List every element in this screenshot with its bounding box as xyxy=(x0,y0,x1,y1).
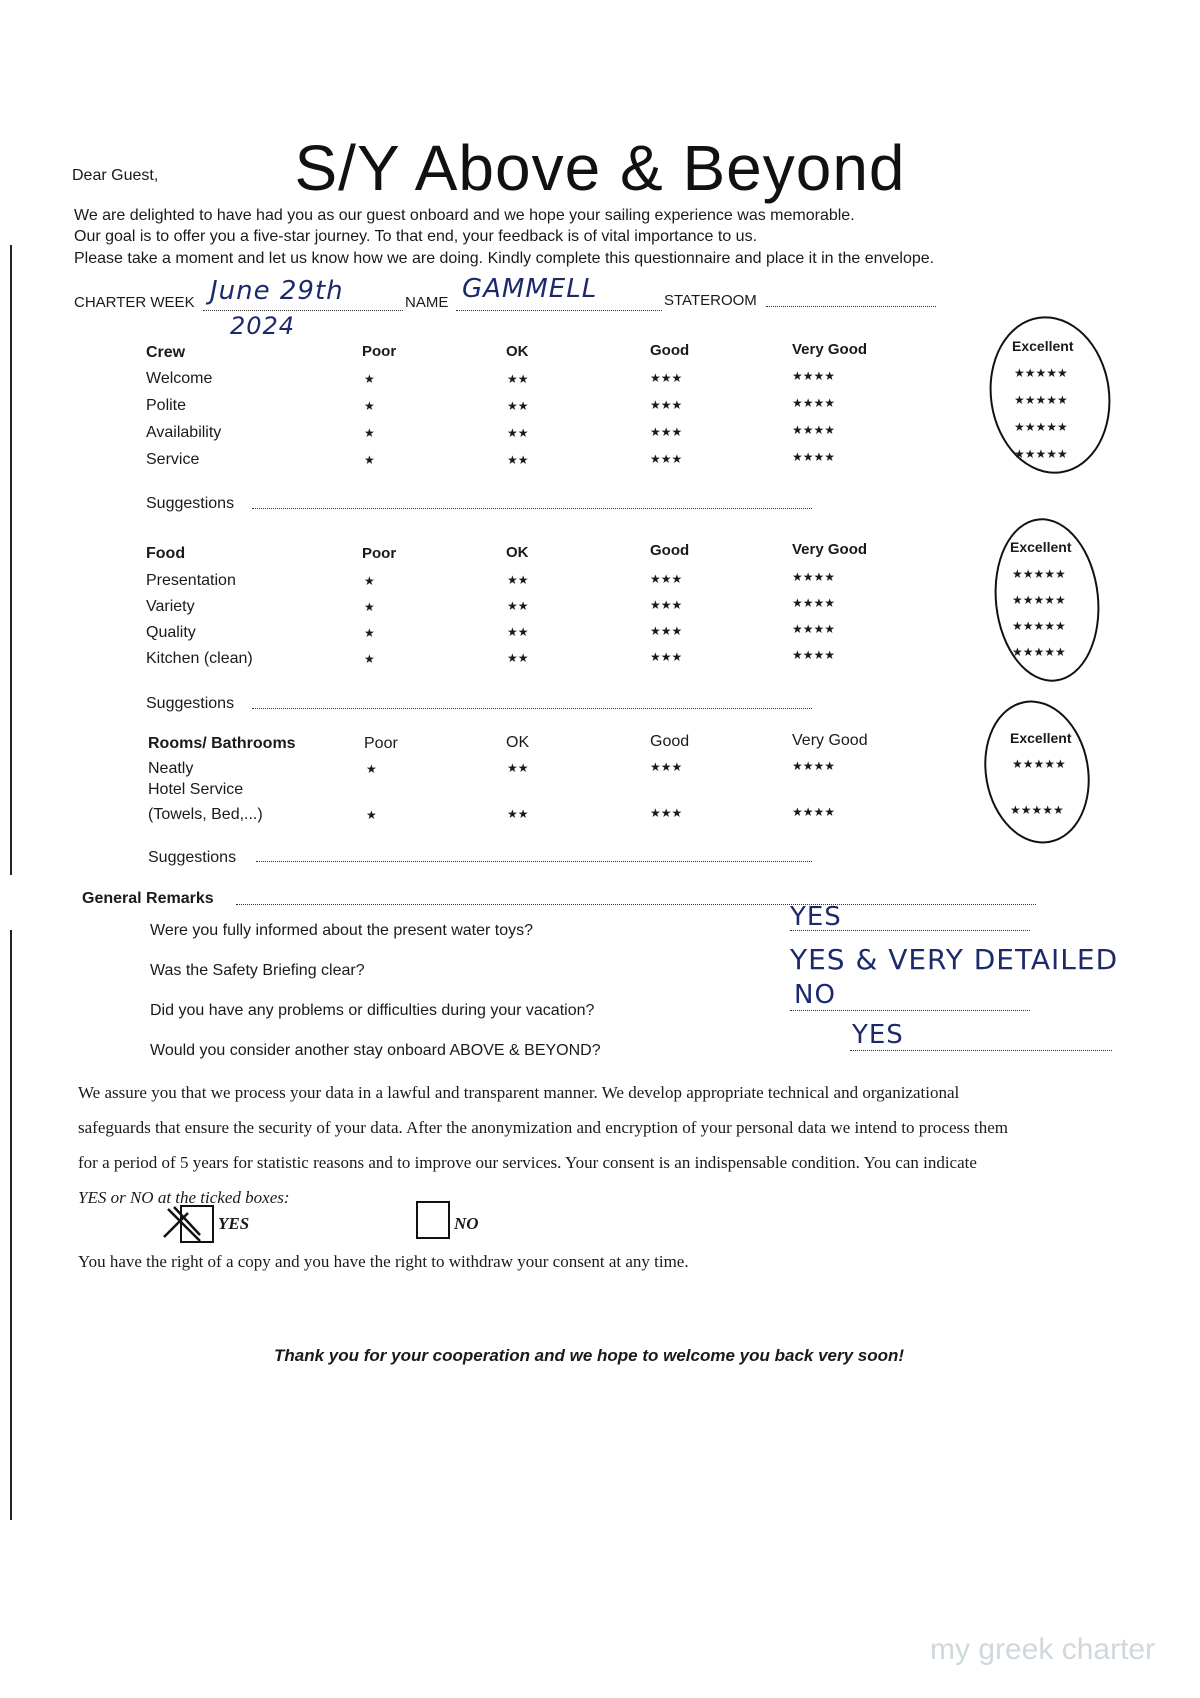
consent-no-label: NO xyxy=(454,1214,479,1233)
crew-service-poor-stars[interactable]: ★ xyxy=(364,453,375,467)
crew-item-availability: Availability xyxy=(146,424,222,441)
food-presentation-poor-stars[interactable]: ★ xyxy=(364,574,375,588)
charter-week-value[interactable]: June 29th xyxy=(210,276,344,306)
crew-polite-ok-stars[interactable]: ★★ xyxy=(507,399,529,413)
crew-availability-ok-stars[interactable]: ★★ xyxy=(507,426,529,440)
rooms-col-poor: Poor xyxy=(364,735,398,752)
remark-answer-safety[interactable]: YES & VERY DETAILED xyxy=(790,943,1119,976)
rooms-suggestions-line[interactable] xyxy=(256,861,812,862)
food-suggestions-line[interactable] xyxy=(252,708,812,709)
consent-line-3: for a period of 5 years for statistic reasons and to improve our services. Your consent is an indispensable condition. You can indicate xyxy=(78,1153,977,1172)
food-quality-ok-stars[interactable]: ★★ xyxy=(507,625,529,639)
handwritten-check-mark-icon xyxy=(160,1199,220,1249)
rooms-neatly-good-stars[interactable]: ★★★ xyxy=(650,760,683,774)
food-kitchen-very-good-stars[interactable]: ★★★★ xyxy=(792,648,836,662)
charter-week-label: CHARTER WEEK xyxy=(74,294,195,311)
food-kitchen-poor-stars[interactable]: ★ xyxy=(364,652,375,666)
crew-welcome-excellent-stars[interactable]: ★★★★★ xyxy=(1014,366,1068,380)
crew-service-ok-stars[interactable]: ★★ xyxy=(507,453,529,467)
rooms-neatly-very-good-stars[interactable]: ★★★★ xyxy=(792,759,836,773)
food-kitchen-ok-stars[interactable]: ★★ xyxy=(507,651,529,665)
food-presentation-very-good-stars[interactable]: ★★★★ xyxy=(792,570,836,584)
rooms-col-ok: OK xyxy=(506,734,530,751)
page-title: S/Y Above & Beyond xyxy=(294,131,906,204)
crew-col-excellent: Excellent xyxy=(1012,338,1074,354)
food-variety-poor-stars[interactable]: ★ xyxy=(364,600,375,614)
remark-question-another-stay: Would you consider another stay onboard ABOVE & BEYOND? xyxy=(150,1042,601,1059)
rooms-col-good: Good xyxy=(650,733,690,750)
remark-answer-line-3 xyxy=(790,1010,1030,1011)
crew-item-service: Service xyxy=(146,451,200,468)
rooms-item-neatly: Neatly xyxy=(148,760,194,777)
crew-welcome-ok-stars[interactable]: ★★ xyxy=(507,372,529,386)
scan-edge-line-lower xyxy=(10,930,12,1520)
crew-polite-poor-stars[interactable]: ★ xyxy=(364,399,375,413)
crew-col-very-good: Very Good xyxy=(792,341,868,358)
crew-suggestions-label: Suggestions xyxy=(146,495,235,512)
remark-question-problems: Did you have any problems or difficulties during your vacation? xyxy=(150,1002,595,1019)
food-heading: Food xyxy=(146,545,186,562)
food-presentation-ok-stars[interactable]: ★★ xyxy=(507,573,529,587)
crew-heading: Crew xyxy=(146,344,186,361)
stateroom-dotted-line[interactable] xyxy=(766,306,936,307)
consent-no-checkbox[interactable] xyxy=(416,1201,450,1239)
rooms-neatly-excellent-stars[interactable]: ★★★★★ xyxy=(1012,757,1066,771)
crew-service-good-stars[interactable]: ★★★ xyxy=(650,452,683,466)
crew-polite-excellent-stars[interactable]: ★★★★★ xyxy=(1014,393,1068,407)
food-kitchen-excellent-stars[interactable]: ★★★★★ xyxy=(1012,645,1066,659)
food-item-variety: Variety xyxy=(146,598,195,615)
food-item-kitchen: Kitchen (clean) xyxy=(146,650,253,667)
name-label: NAME xyxy=(405,294,449,311)
food-col-good: Good xyxy=(650,542,690,559)
crew-polite-good-stars[interactable]: ★★★ xyxy=(650,398,683,412)
rooms-service-excellent-stars[interactable]: ★★★★★ xyxy=(1010,803,1064,817)
crew-item-polite: Polite xyxy=(146,397,187,414)
intro-line-3: Please take a moment and let us know how we are doing. Kindly complete this questionnaire and place it in the envelope. xyxy=(74,250,935,267)
food-col-ok: OK xyxy=(506,544,529,561)
watermark: my greek charter xyxy=(930,1633,1156,1666)
crew-welcome-very-good-stars[interactable]: ★★★★ xyxy=(792,369,836,383)
crew-availability-excellent-stars[interactable]: ★★★★★ xyxy=(1014,420,1068,434)
remark-answer-problems[interactable]: NO xyxy=(794,980,836,1010)
crew-welcome-poor-stars[interactable]: ★ xyxy=(364,372,375,386)
crew-polite-very-good-stars[interactable]: ★★★★ xyxy=(792,396,836,410)
rooms-service-very-good-stars[interactable]: ★★★★ xyxy=(792,805,836,819)
rooms-item-towels-bed: (Towels, Bed,...) xyxy=(148,806,263,823)
name-value[interactable]: GAMMELL xyxy=(462,274,598,304)
food-kitchen-good-stars[interactable]: ★★★ xyxy=(650,650,683,664)
food-variety-good-stars[interactable]: ★★★ xyxy=(650,598,683,612)
rooms-neatly-ok-stars[interactable]: ★★ xyxy=(507,761,529,775)
crew-availability-very-good-stars[interactable]: ★★★★ xyxy=(792,423,836,437)
crew-col-good: Good xyxy=(650,342,690,359)
stateroom-label: STATEROOM xyxy=(664,292,757,309)
charter-week-dotted-line xyxy=(203,310,403,311)
intro-line-1: We are delighted to have had you as our guest onboard and we hope your sailing experience was memorable. xyxy=(74,207,855,224)
food-quality-excellent-stars[interactable]: ★★★★★ xyxy=(1012,619,1066,633)
crew-col-poor: Poor xyxy=(362,343,397,360)
food-variety-excellent-stars[interactable]: ★★★★★ xyxy=(1012,593,1066,607)
charter-week-year: 2024 xyxy=(230,312,296,340)
consent-line-4: YES or NO at the ticked boxes: xyxy=(78,1188,290,1207)
crew-suggestions-line[interactable] xyxy=(252,508,812,509)
scan-edge-line xyxy=(10,245,12,875)
rooms-col-excellent: Excellent xyxy=(1010,730,1072,746)
greeting: Dear Guest, xyxy=(72,167,159,184)
rooms-service-ok-stars[interactable]: ★★ xyxy=(507,807,529,821)
crew-welcome-good-stars[interactable]: ★★★ xyxy=(650,371,683,385)
rooms-col-very-good: Very Good xyxy=(792,732,868,749)
food-item-quality: Quality xyxy=(146,624,196,641)
consent-yes-label: YES xyxy=(218,1214,250,1233)
rooms-neatly-poor-stars[interactable]: ★ xyxy=(366,762,377,776)
food-quality-very-good-stars[interactable]: ★★★★ xyxy=(792,622,836,636)
food-presentation-good-stars[interactable]: ★★★ xyxy=(650,572,683,586)
consent-line-1: We assure you that we process your data in a lawful and transparent manner. We develop appropriate technical and organizational xyxy=(78,1083,960,1102)
rooms-suggestions-label: Suggestions xyxy=(148,849,237,866)
remark-answer-line-4 xyxy=(850,1050,1112,1051)
crew-excellent-circle-mark xyxy=(980,308,1121,481)
food-suggestions-label: Suggestions xyxy=(146,695,235,712)
crew-service-very-good-stars[interactable]: ★★★★ xyxy=(792,450,836,464)
general-remarks-label: General Remarks xyxy=(82,890,214,907)
rooms-service-poor-stars[interactable]: ★ xyxy=(366,808,377,822)
food-presentation-excellent-stars[interactable]: ★★★★★ xyxy=(1012,567,1066,581)
rooms-item-hotel-service: Hotel Service xyxy=(148,781,244,798)
crew-availability-poor-stars[interactable]: ★ xyxy=(364,426,375,440)
food-quality-poor-stars[interactable]: ★ xyxy=(364,626,375,640)
food-quality-good-stars[interactable]: ★★★ xyxy=(650,624,683,638)
closing-text: Thank you for your cooperation and we hope to welcome you back very soon! xyxy=(274,1346,905,1365)
rooms-heading: Rooms/ Bathrooms xyxy=(148,735,296,752)
consent-line-2: safeguards that ensure the security of your data. After the anonymization and encryption of your personal data we intend to process them xyxy=(78,1118,1008,1137)
intro-line-2: Our goal is to offer you a five-star journey. To that end, your feedback is of vital importance to us. xyxy=(74,228,758,245)
remark-answer-water-toys[interactable]: YES xyxy=(790,902,842,932)
crew-availability-good-stars[interactable]: ★★★ xyxy=(650,425,683,439)
food-col-very-good: Very Good xyxy=(792,541,868,558)
crew-item-welcome: Welcome xyxy=(146,370,213,387)
crew-col-ok: OK xyxy=(506,343,529,360)
food-excellent-circle-mark xyxy=(987,513,1108,687)
remark-question-water-toys: Were you fully informed about the present water toys? xyxy=(150,922,534,939)
consent-copy-line: You have the right of a copy and you have the right to withdraw your consent at any time. xyxy=(78,1252,689,1271)
food-col-excellent: Excellent xyxy=(1010,539,1072,555)
rooms-excellent-circle-mark xyxy=(973,692,1100,852)
general-remarks-line[interactable] xyxy=(236,904,1036,905)
food-variety-very-good-stars[interactable]: ★★★★ xyxy=(792,596,836,610)
crew-service-excellent-stars[interactable]: ★★★★★ xyxy=(1014,447,1068,461)
name-dotted-line xyxy=(456,310,662,311)
consent-yes-checkbox[interactable] xyxy=(180,1205,214,1243)
remark-answer-another-stay[interactable]: YES xyxy=(852,1020,904,1050)
food-item-presentation: Presentation xyxy=(146,572,236,589)
food-variety-ok-stars[interactable]: ★★ xyxy=(507,599,529,613)
rooms-service-good-stars[interactable]: ★★★ xyxy=(650,806,683,820)
food-col-poor: Poor xyxy=(362,545,397,562)
remark-question-safety: Was the Safety Briefing clear? xyxy=(150,962,365,979)
